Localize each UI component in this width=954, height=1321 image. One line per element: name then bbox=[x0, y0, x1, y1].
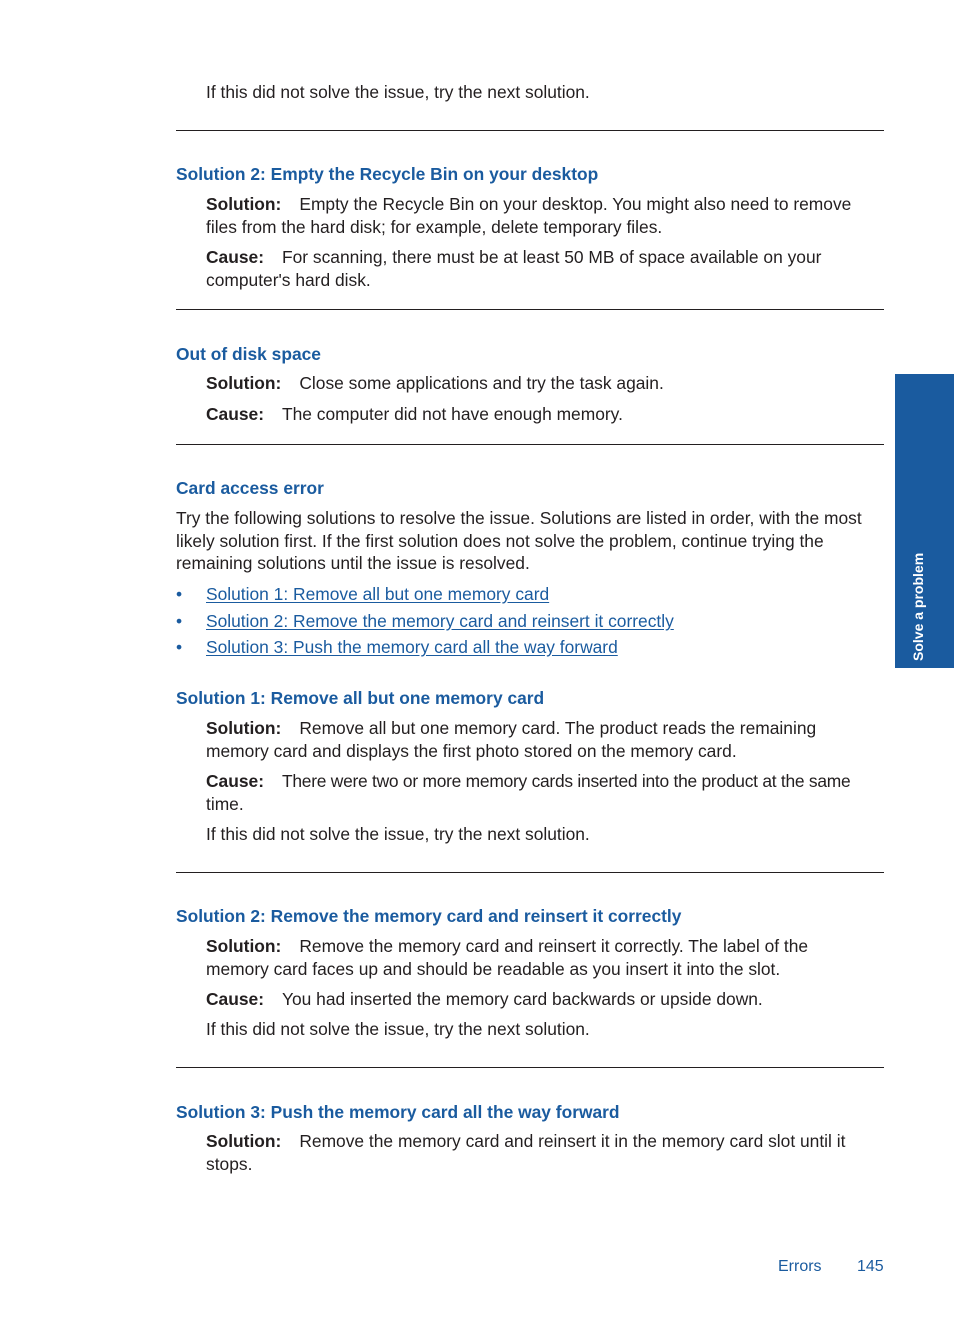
divider bbox=[176, 130, 884, 131]
top-note bbox=[206, 81, 886, 104]
cause-text: You had inserted the memory card backwards or upside down. bbox=[282, 989, 763, 1009]
divider bbox=[176, 309, 884, 310]
solution-label: Solution: bbox=[206, 1131, 282, 1151]
solution-paragraph bbox=[206, 372, 886, 395]
cause-paragraph bbox=[206, 246, 886, 291]
intro-text: likely solution first. If the first solution does not solve the problem, continue trying the bbox=[176, 530, 824, 551]
side-tab-label: Solve a problem bbox=[910, 552, 926, 661]
note-paragraph bbox=[206, 1018, 886, 1041]
section-heading-card-access-error: Card access error bbox=[176, 478, 324, 498]
link-solution-1[interactable]: Solution 1: Remove all but one memory card bbox=[206, 584, 550, 604]
list-item bbox=[176, 583, 549, 605]
cause-label: Cause: bbox=[206, 404, 264, 424]
solution-label: Solution: bbox=[206, 373, 282, 393]
cause-label: Cause: bbox=[206, 771, 264, 791]
cause-text: The computer did not have enough memory. bbox=[282, 404, 623, 424]
footer-section-name: Errors bbox=[778, 1258, 822, 1275]
section-heading-solution-2: Solution 2: Remove the memory card and reinsert it correctly bbox=[176, 906, 682, 926]
link-solution-2[interactable]: Solution 2: Remove the memory card and reinsert it correctly bbox=[206, 611, 674, 631]
intro-paragraph bbox=[176, 507, 886, 575]
cause-text: There were two or more memory cards inserted into the product at the same bbox=[282, 771, 851, 791]
solution-text: memory card faces up and should be readable as you insert it into the slot. bbox=[206, 958, 781, 979]
solution-label: Solution: bbox=[206, 718, 282, 738]
solution-label: Solution: bbox=[206, 936, 282, 956]
solution-text: files from the hard disk; for example, delete temporary files. bbox=[206, 216, 663, 237]
solution-text: Empty the Recycle Bin on your desktop. You might also need to remove bbox=[299, 194, 852, 214]
cause-text: For scanning, there must be at least 50 MB of space available on your bbox=[282, 247, 822, 267]
solution-text: stops. bbox=[206, 1153, 253, 1174]
note-text: If this did not solve the issue, try the next solution. bbox=[206, 1019, 590, 1039]
link-solution-3[interactable]: Solution 3: Push the memory card all the way forward bbox=[206, 637, 618, 657]
cause-label: Cause: bbox=[206, 247, 264, 267]
cause-paragraph bbox=[206, 770, 886, 815]
section-heading-solution-3: Solution 3: Push the memory card all the way forward bbox=[176, 1102, 620, 1122]
note-text: If this did not solve the issue, try the next solution. bbox=[206, 824, 590, 844]
page-number: 145 bbox=[857, 1258, 884, 1275]
cause-paragraph bbox=[206, 988, 886, 1011]
bullet: • bbox=[176, 584, 183, 604]
cause-paragraph bbox=[206, 403, 886, 426]
solution-paragraph bbox=[206, 935, 886, 980]
top-note-text: If this did not solve the issue, try the next solution. bbox=[206, 82, 590, 102]
solution-text: memory card and displays the first photo stored on the memory card. bbox=[206, 740, 737, 761]
divider bbox=[176, 444, 884, 445]
section-heading-out-of-disk-space: Out of disk space bbox=[176, 344, 321, 364]
solution-text: Remove all but one memory card. The product reads the remaining bbox=[299, 718, 817, 738]
section-heading-recycle-bin: Solution 2: Empty the Recycle Bin on your desktop bbox=[176, 164, 599, 184]
bullet: • bbox=[176, 611, 183, 631]
list-item bbox=[176, 636, 618, 658]
solution-paragraph bbox=[206, 717, 886, 762]
solution-text: Close some applications and try the task again. bbox=[299, 373, 664, 393]
cause-label: Cause: bbox=[206, 989, 264, 1009]
cause-text: computer's hard disk. bbox=[206, 269, 371, 290]
solution-paragraph bbox=[206, 1130, 886, 1175]
bullet: • bbox=[176, 637, 183, 657]
solution-text: Remove the memory card and reinsert it in the memory card slot until it bbox=[299, 1131, 846, 1151]
solution-label: Solution: bbox=[206, 194, 282, 214]
intro-text: Try the following solutions to resolve the issue. Solutions are listed in order, with the most bbox=[176, 508, 862, 528]
list-item bbox=[176, 610, 674, 632]
divider bbox=[176, 1067, 884, 1068]
cause-text: time. bbox=[206, 793, 244, 814]
solution-paragraph bbox=[206, 193, 886, 238]
section-heading-solution-1: Solution 1: Remove all but one memory card bbox=[176, 688, 545, 708]
intro-text: remaining solutions until the issue is resolved. bbox=[176, 553, 530, 573]
divider bbox=[176, 872, 884, 873]
note-paragraph bbox=[206, 823, 886, 846]
solution-text: Remove the memory card and reinsert it correctly. The label of the bbox=[299, 936, 809, 956]
